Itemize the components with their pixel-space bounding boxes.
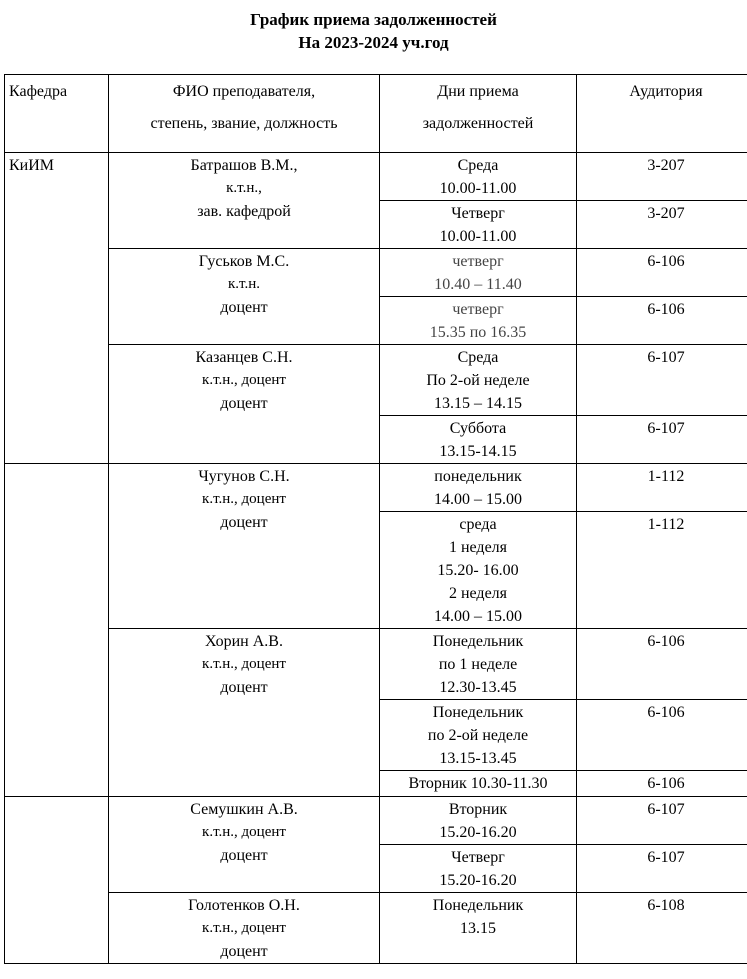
reception-days-cell <box>380 297 577 345</box>
reception-days-cell <box>380 153 577 201</box>
room-cell: 3-207 <box>577 153 747 201</box>
teacher-name: Голотенков О.Н. <box>188 897 300 914</box>
reception-time-line: по 2-ой неделе <box>427 727 529 744</box>
reception-time-line: 10.00-11.00 <box>439 180 517 197</box>
room-cell: 6-106 <box>577 297 747 345</box>
table-row <box>5 893 747 964</box>
debt-schedule-table <box>4 74 747 964</box>
room-cell: 6-106 <box>577 249 747 297</box>
teacher-degree: к.т.н., доцент <box>202 824 286 840</box>
table-row <box>5 153 747 201</box>
header-fio-line-1: ФИО преподавателя, <box>172 83 316 100</box>
table-row <box>5 249 747 297</box>
reception-time-line: Понедельник <box>432 704 524 721</box>
reception-days-cell <box>380 345 577 416</box>
teacher-cell <box>109 629 380 797</box>
table-row <box>5 464 747 512</box>
reception-time-line: 12.30-13.45 <box>439 679 517 696</box>
room-cell: 1-112 <box>577 512 747 629</box>
reception-time-line: Вторник 10.30-11.30 <box>408 775 548 792</box>
reception-time-line: Среда <box>457 349 499 366</box>
teacher-position: доцент <box>220 847 268 864</box>
header-fio <box>109 75 380 153</box>
reception-days-cell <box>380 700 577 771</box>
teacher-cell <box>109 249 380 345</box>
teacher-name: Хорин А.В. <box>205 633 283 650</box>
reception-time-line: По 2-ой неделе <box>426 372 530 389</box>
dept-cell-empty <box>5 797 109 964</box>
reception-days-cell <box>380 416 577 464</box>
teacher-position: доцент <box>220 943 268 960</box>
reception-days-cell <box>380 845 577 893</box>
reception-days-cell <box>380 797 577 845</box>
reception-time-line: 13.15 <box>460 920 496 937</box>
room-cell: 6-106 <box>577 700 747 771</box>
teacher-degree: к.т.н., доцент <box>202 372 286 388</box>
reception-days-cell <box>380 249 577 297</box>
room-cell: 6-107 <box>577 797 747 845</box>
teacher-name: Батрашов В.М., <box>190 157 298 174</box>
reception-time-line: 15.20-16.20 <box>439 824 517 841</box>
header-days <box>380 75 577 153</box>
teacher-position: доцент <box>220 679 268 696</box>
reception-time-line: 10.00-11.00 <box>439 228 517 245</box>
table-row <box>5 797 747 845</box>
room-cell: 1-112 <box>577 464 747 512</box>
reception-days-cell <box>380 629 577 700</box>
reception-days-cell <box>380 771 577 797</box>
reception-time-line: 13.15-14.15 <box>439 443 517 460</box>
reception-time-line: 15.20-16.20 <box>439 872 517 889</box>
reception-time-line: Суббота <box>449 420 507 437</box>
header-dept: Кафедра <box>5 75 109 153</box>
teacher-cell <box>109 464 380 629</box>
teacher-cell <box>109 797 380 893</box>
room-cell: 6-107 <box>577 416 747 464</box>
teacher-cell <box>109 893 380 964</box>
reception-time-line: 15.20- 16.00 <box>437 562 519 579</box>
reception-time-line: 10.40 – 11.40 <box>434 276 522 293</box>
teacher-position: доцент <box>220 299 268 316</box>
reception-time-line: четверг <box>452 253 504 270</box>
reception-time-line: 1 неделя <box>448 539 508 556</box>
teacher-cell <box>109 345 380 464</box>
header-fio-line-2: степень, звание, должность <box>150 115 338 132</box>
header-days-line-2: задолженностей <box>422 115 534 132</box>
reception-days-cell <box>380 512 577 629</box>
reception-time-line: Четверг <box>451 849 505 866</box>
reception-time-line: среда <box>459 516 497 533</box>
reception-time-line: Четверг <box>451 205 505 222</box>
header-room: Аудитория <box>577 75 747 153</box>
reception-time-line: 14.00 – 15.00 <box>434 491 522 508</box>
reception-time-line: 2 неделя <box>448 585 508 602</box>
teacher-degree: к.т.н., доцент <box>202 920 286 936</box>
teacher-name: Чугунов С.Н. <box>198 468 290 485</box>
room-cell: 6-106 <box>577 771 747 797</box>
teacher-name: Гуськов М.С. <box>198 253 290 270</box>
teacher-position: зав. кафедрой <box>197 203 291 220</box>
document-title <box>0 8 747 54</box>
table-header-row <box>5 75 747 153</box>
title-line-2: На 2023-2024 уч.год <box>298 33 449 52</box>
teacher-name: Семушкин А.В. <box>190 801 298 818</box>
reception-days-cell <box>380 201 577 249</box>
dept-cell-empty <box>5 464 109 797</box>
reception-time-line: по 1 неделе <box>438 656 518 673</box>
teacher-cell <box>109 153 380 249</box>
reception-time-line: Понедельник <box>432 633 524 650</box>
teacher-name: Казанцев С.Н. <box>195 349 293 366</box>
reception-time-line: Вторник <box>448 801 508 818</box>
room-cell: 6-107 <box>577 845 747 893</box>
reception-time-line: Среда <box>457 157 499 174</box>
reception-time-line: 13.15 – 14.15 <box>434 395 522 412</box>
header-days-line-1: Дни приема <box>437 83 519 100</box>
room-cell: 6-108 <box>577 893 747 964</box>
title-line-1: График приема задолженностей <box>250 10 497 29</box>
teacher-degree: к.т.н., <box>226 180 262 196</box>
reception-time-line: 13.15-13.45 <box>439 750 517 767</box>
table-row <box>5 629 747 700</box>
reception-time-line: 15.35 по 16.35 <box>429 324 527 341</box>
teacher-degree: к.т.н. <box>228 276 260 292</box>
reception-time-line: четверг <box>452 301 504 318</box>
dept-cell: КиИМ <box>5 153 109 464</box>
reception-time-line: 14.00 – 15.00 <box>434 608 522 625</box>
table-row <box>5 345 747 416</box>
reception-days-cell <box>380 893 577 964</box>
reception-time-line: понедельник <box>434 468 522 485</box>
teacher-position: доцент <box>220 514 268 531</box>
room-cell: 6-107 <box>577 345 747 416</box>
room-cell: 3-207 <box>577 201 747 249</box>
teacher-degree: к.т.н., доцент <box>202 656 286 672</box>
reception-time-line: Понедельник <box>432 897 524 914</box>
room-cell: 6-106 <box>577 629 747 700</box>
teacher-degree: к.т.н., доцент <box>202 491 286 507</box>
reception-days-cell <box>380 464 577 512</box>
teacher-position: доцент <box>220 395 268 412</box>
